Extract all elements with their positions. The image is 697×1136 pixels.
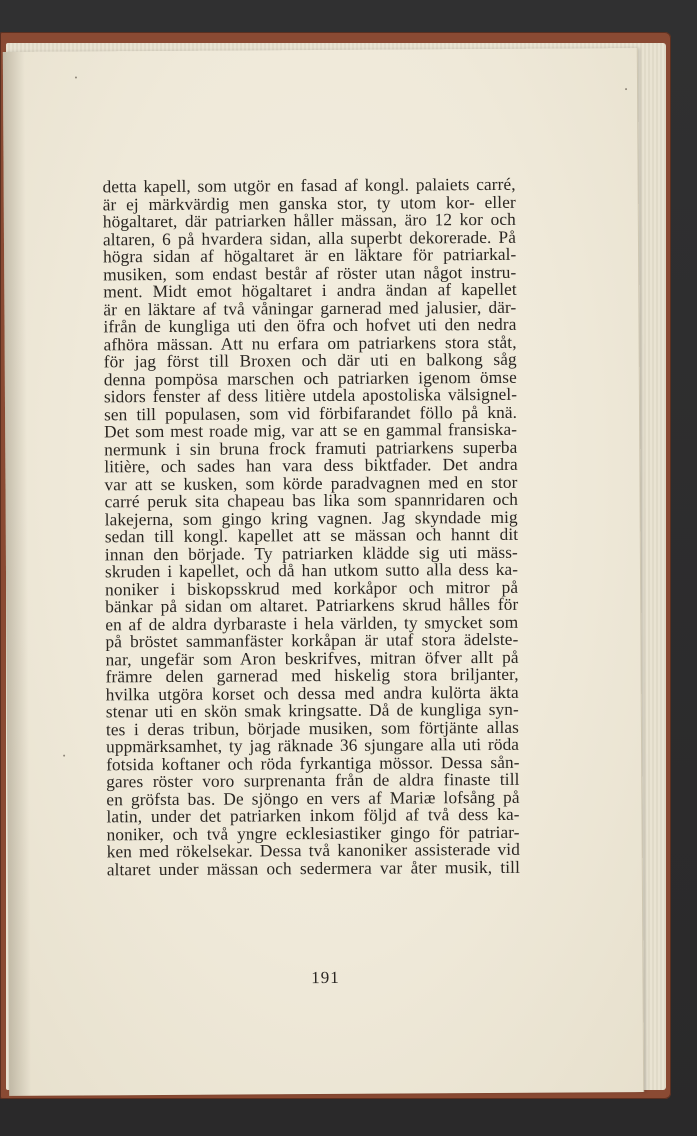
text-line: altaren, 6 på hvardera sidan, alla superbt dekorerade. På <box>102 227 517 249</box>
text-line: Det som mest roade mig, var att se en gammal fransiska- <box>104 419 518 442</box>
text-line: ifrån de kungliga uti den öfra och hofvet uti den nedra <box>103 314 517 337</box>
text-line: på bröstet sammanfäster korkåpan är utaf stora ädelste- <box>105 629 519 652</box>
text-line: ken med rökelsekar. Dessa två kanoniker assisterade vid <box>106 839 520 862</box>
text-line: ment. Midt emot högaltaret i andra ändan af kapellet <box>103 279 517 302</box>
text-line: noniker, och två yngre ecklesiastiker gingo för patriar- <box>106 822 520 844</box>
text-line: afhöra mässan. Att nu erfara om patriarkens stora ståt, <box>103 332 517 354</box>
text-line: främre delen garnerad med hiskelig stora briljanter, <box>105 664 519 687</box>
body-text <box>103 176 520 879</box>
text-line: sen till populasen, som vid förbifarandet föllo på knä. <box>103 402 518 424</box>
text-line: högra sidan af högaltaret är en läktare för patriarkal- <box>103 244 517 267</box>
text-line: bänkar på sidan om altaret. Patriarkens skrud hålles för <box>105 594 519 617</box>
text-line: musiken, som endast består af röster utan något instru- <box>103 262 517 284</box>
text-line: tes i deras tribun, började musiken, som förtjänte allas <box>105 717 520 739</box>
text-line: sidors fenster af dess litière utdela apostoliska välsignel- <box>103 384 518 407</box>
text-line: en gröfsta bas. De sjöngo en vers af Mariæ lofsång på <box>106 787 520 809</box>
text-line: är en läktare af två våningar garnerad med jalusier, där- <box>103 297 517 319</box>
text-line: nar, ungefär som Aron beskrifves, mitran öfver allt på <box>105 647 519 669</box>
text-line: gares röster voro surprenanta från de aldra finaste till <box>106 769 520 792</box>
text-line: innan den började. Ty patriarken klädde sig uti mäss- <box>104 542 518 564</box>
text-line: fotsida koftaner och röda fyrkantiga mössor. Dessa sån- <box>106 752 520 774</box>
book-page <box>3 48 644 1096</box>
text-line: lakejerna, som gingo kring vagnen. Jag skyndade mig <box>104 507 518 529</box>
text-line: högaltaret, där patriarken håller mässan, äro 12 kor och <box>102 209 516 232</box>
text-line: altaret under mässan och sedermera var åter musik, till <box>106 857 521 879</box>
text-line: en af de aldra dyrbaraste i hela världen, ty smycket som <box>105 612 519 634</box>
text-line: litière, och sades han vara dess biktfader. Det andra <box>104 454 518 477</box>
text-line: skruden i kapellet, och då han utkom sutto alla dess ka- <box>104 559 519 582</box>
text-line: carré peruk sita chapeau bas lika som spannridaren och <box>104 489 519 512</box>
text-line: detta kapell, som utgör en fasad af kongl. palaiets carré, <box>102 174 516 197</box>
page-number: 191 <box>311 967 340 988</box>
text-line: noniker i biskopsskrud med korkåpor och mitror på <box>105 577 519 599</box>
text-line: hvilka utgöra korset och dessa med andra kulörta äkta <box>105 682 519 704</box>
text-line: uppmärksamhet, ty jag räknade 36 sjungare alla uti röda <box>106 734 520 757</box>
text-line: sedan till kongl. kapellet att se mässan och hannt dit <box>104 524 519 547</box>
text-line: stenar uti en skön smak kringsatte. Då de kungliga syn- <box>105 699 519 722</box>
paper-fleck <box>75 76 77 78</box>
text-line: denna pompösa marschen och patriarken igenom ömse <box>103 367 517 389</box>
text-line: var att se kusken, som körde paradvagnen med en stor <box>104 472 518 494</box>
text-line: för jag först till Broxen och där uti en balkong såg <box>103 349 517 372</box>
paper-fleck <box>63 755 65 757</box>
text-line: är ej märkvärdig men ganska stor, ty utom kor- eller <box>102 192 516 214</box>
text-line: nermunk i sin bruna frock framuti patriarkens superba <box>104 437 518 459</box>
text-line: latin, under det patriarken inkom följd af två dess ka- <box>106 804 520 827</box>
paper-fleck <box>625 88 627 90</box>
